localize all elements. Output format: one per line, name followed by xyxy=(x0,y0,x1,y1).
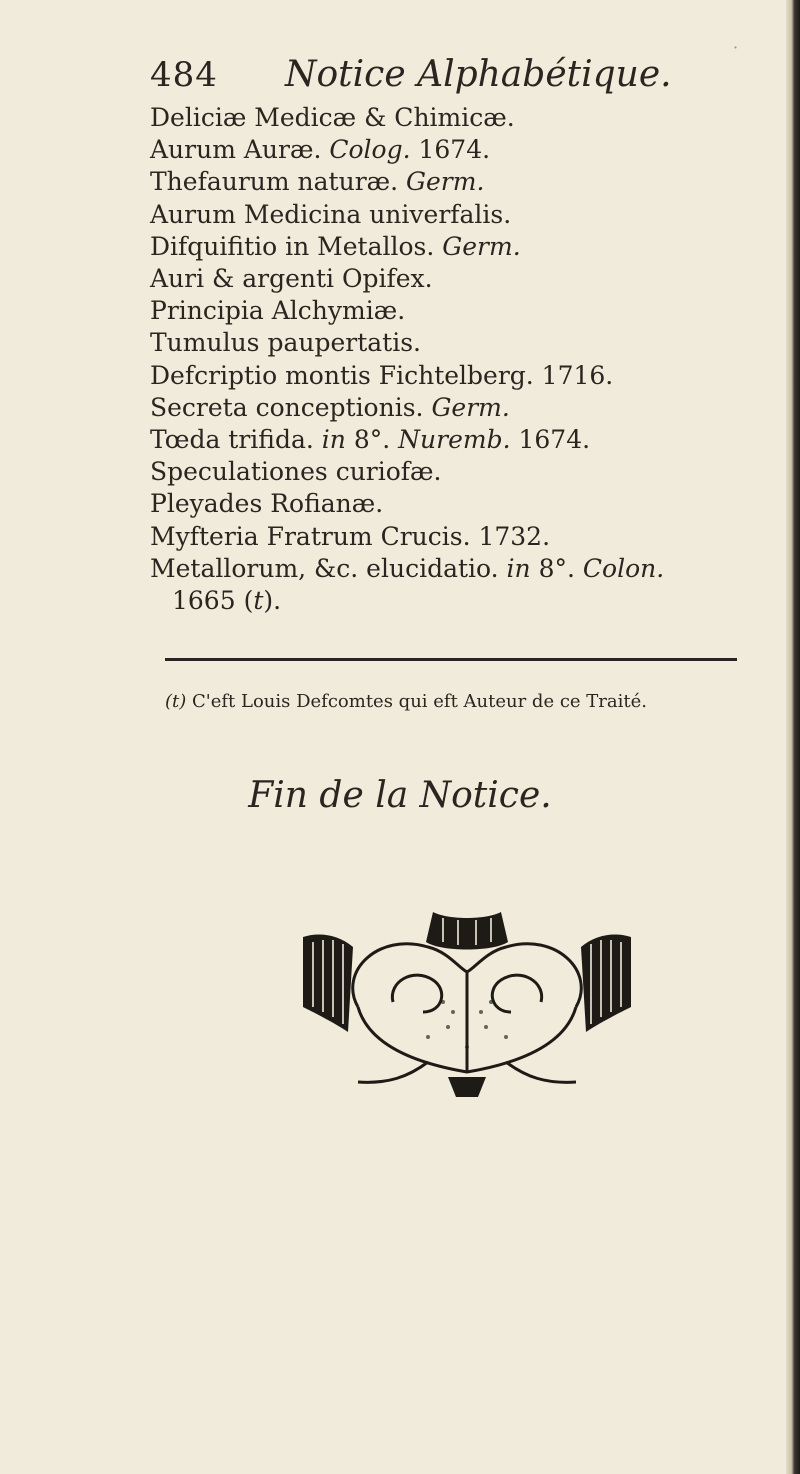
entry-line xyxy=(150,134,760,166)
entry-line xyxy=(150,360,760,392)
entry-text: Tœda trifida. xyxy=(150,425,322,455)
entry-line xyxy=(150,295,760,327)
entry-line xyxy=(150,488,760,520)
entry-text: Thefaurum naturæ. xyxy=(150,167,407,197)
entry-line xyxy=(150,102,760,134)
footnote xyxy=(165,690,755,714)
entry-text: Aurum Auræ. xyxy=(150,135,330,165)
entry-line xyxy=(150,392,760,424)
entry-text: Speculationes curiofæ. xyxy=(150,457,442,487)
footnote-marker: (t) xyxy=(165,691,187,712)
entry-line xyxy=(150,553,760,585)
entry-italic: t xyxy=(253,586,264,616)
footnote-text: C'eft Louis Defcomtes qui eft Auteur de ce Traité. xyxy=(186,691,647,712)
entry-text: 8°. xyxy=(345,425,399,455)
entry-line xyxy=(150,456,760,488)
entry-italic: Germ. xyxy=(442,231,521,261)
footnote-rule xyxy=(165,658,737,661)
entry-italic: Colon. xyxy=(582,553,665,583)
entry-text: 8°. xyxy=(530,553,583,583)
stray-mark: · xyxy=(733,38,739,57)
entry-text: Difquifitio in Metallos. xyxy=(150,231,443,261)
entry-text: Tumulus paupertatis. xyxy=(150,328,421,358)
entry-italic: Germ. xyxy=(431,392,510,422)
entry-italic: Germ. xyxy=(406,167,485,197)
entry-line xyxy=(150,199,760,231)
entry-text: Aurum Medicina univerfalis. xyxy=(150,199,512,229)
entry-text: Auri & argenti Opifex. xyxy=(150,264,433,294)
closing-line: Fin de la Notice. xyxy=(248,775,552,816)
entry-line xyxy=(150,231,760,263)
page-number: 484 xyxy=(150,55,218,95)
entry-text: Defcriptio montis Fichtelberg. 1716. xyxy=(150,360,614,390)
entry-text: Myfteria Fratrum Crucis. 1732. xyxy=(150,521,551,551)
entry-italic: in xyxy=(321,425,346,455)
entry-text: Deliciæ Medicæ & Chimicæ. xyxy=(150,103,515,132)
entry-line xyxy=(150,585,760,617)
entry-list xyxy=(150,102,760,617)
entry-text: ). xyxy=(263,586,282,616)
entry-italic: in xyxy=(506,553,531,583)
entry-line xyxy=(150,521,760,553)
page-edge xyxy=(786,0,800,1474)
entry-line xyxy=(150,424,760,456)
entry-line xyxy=(150,327,760,359)
entry-text: Secreta conceptionis. xyxy=(150,392,432,422)
running-title: Notice Alphabétique. xyxy=(285,54,672,95)
entry-italic: Nuremb. xyxy=(398,425,511,455)
entry-line xyxy=(150,263,760,295)
entry-text: Principia Alchymiæ. xyxy=(150,296,406,326)
tailpiece-ornament-icon xyxy=(298,912,636,1097)
entry-text: 1665 ( xyxy=(172,586,254,616)
entry-text: Metallorum, &c. elucidatio. xyxy=(150,553,507,583)
running-header xyxy=(150,50,750,100)
entry-text: 1674. xyxy=(510,425,591,455)
entry-line xyxy=(150,166,760,198)
entry-text: Pleyades Rofianæ. xyxy=(150,489,384,519)
entry-italic: Colog. xyxy=(329,135,411,165)
entry-text: 1674. xyxy=(410,135,491,165)
